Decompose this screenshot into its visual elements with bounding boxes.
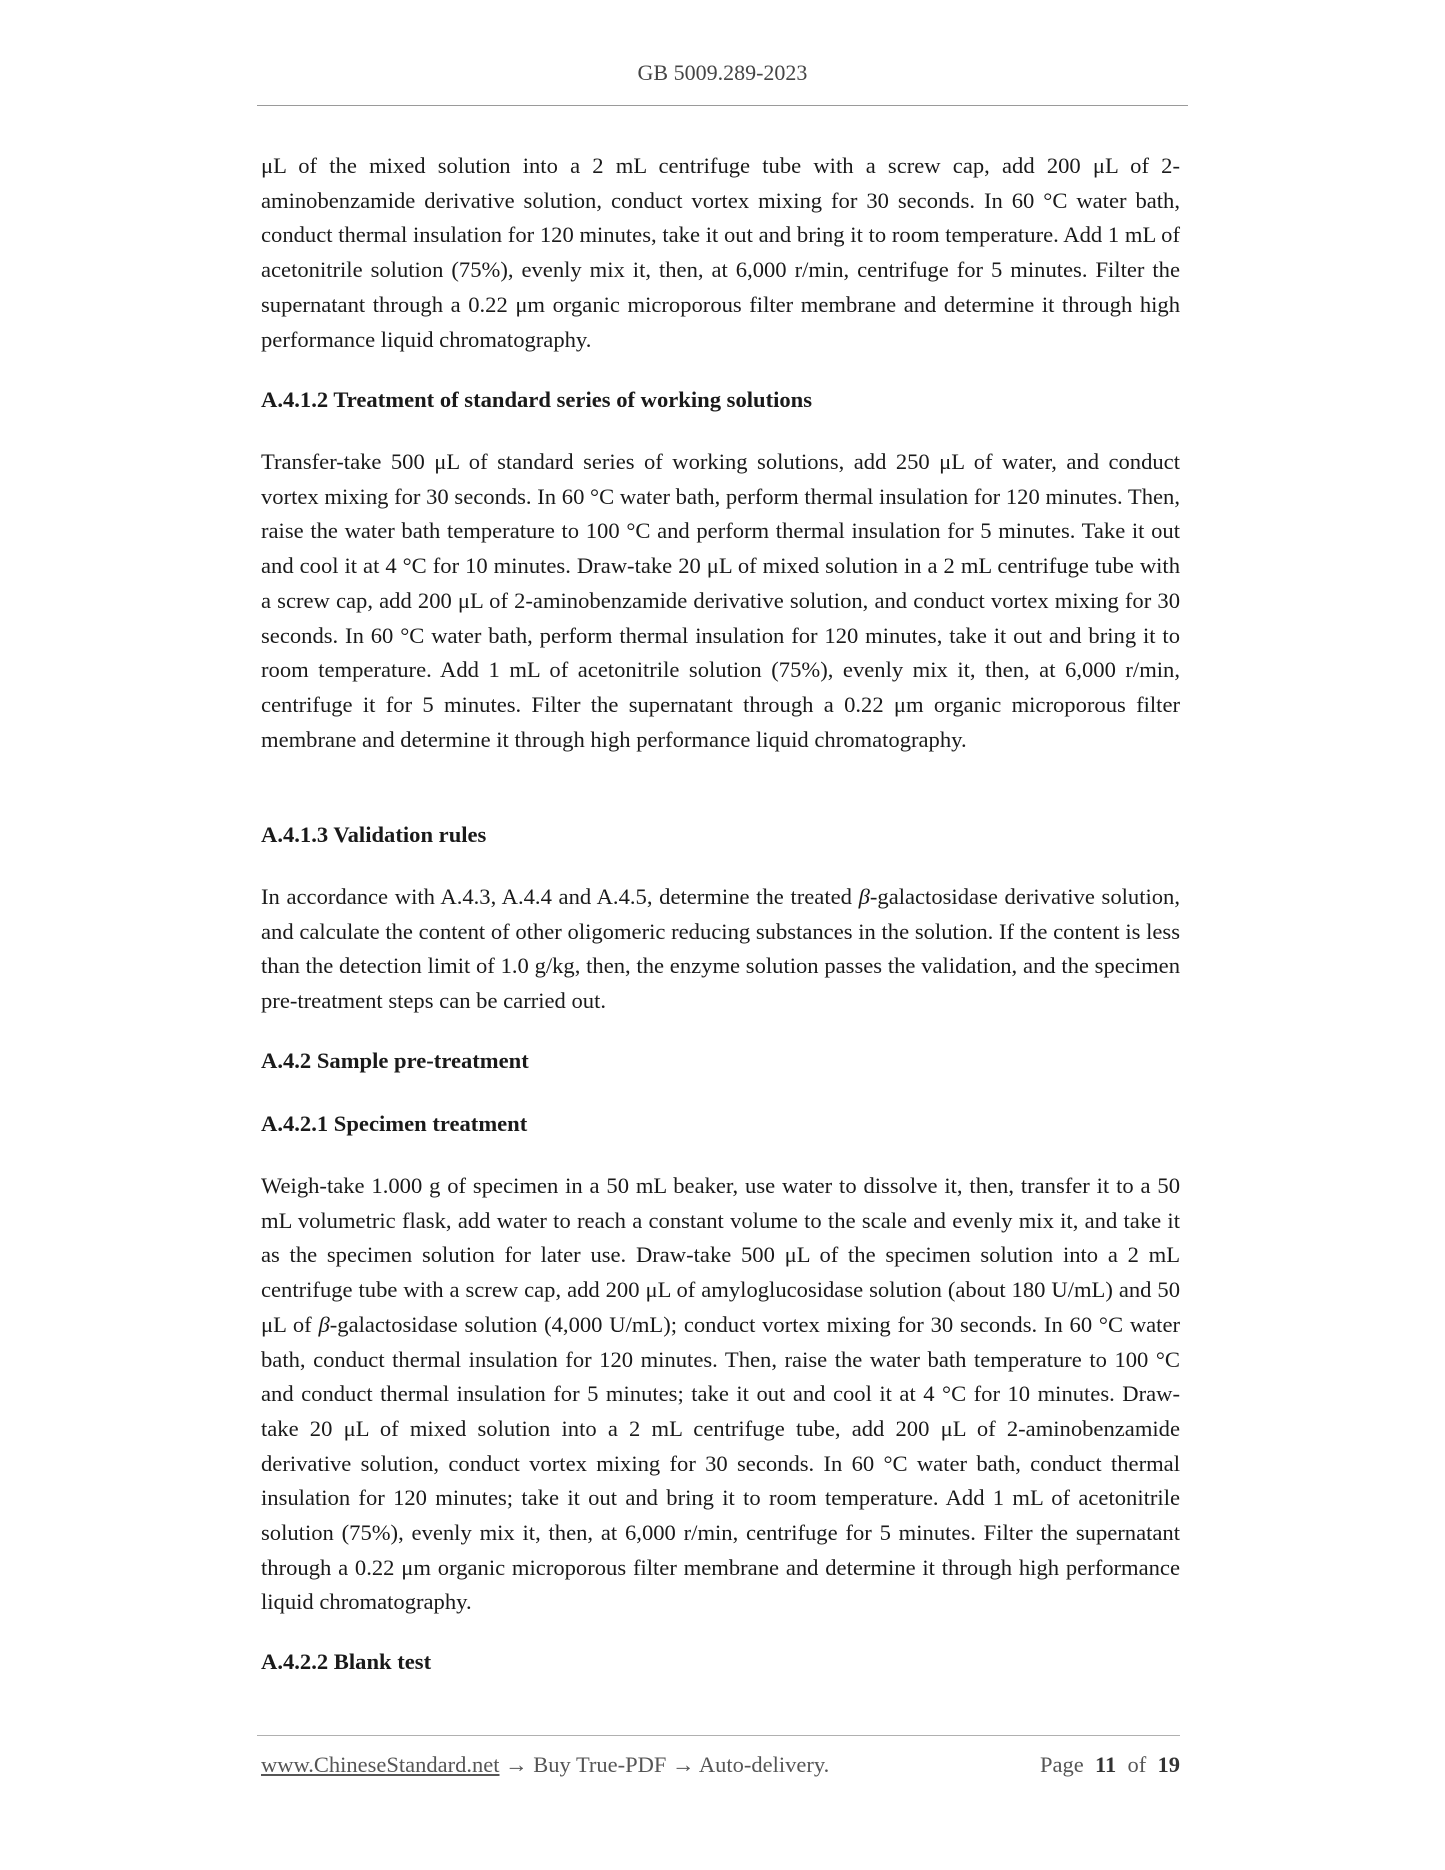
website-link[interactable]: www.ChineseStandard.net [261, 1752, 500, 1777]
footer-divider [257, 1735, 1180, 1736]
heading-a-4-2-1: A.4.2.1 Specimen treatment [261, 1111, 528, 1136]
beta-symbol: β [858, 884, 870, 909]
of-label: of [1127, 1752, 1147, 1777]
text: Weigh-take 1.000 g of specimen in a 50 mL beaker, use water to dissolve it, then, transfer it to a 50 mL volumetric flask, add water to reach a constant volume to the scale and evenly mix it, and take it as the specimen solution for later use. Draw-take 500 μL of the specimen solution into a 2 mL centrifuge tube with a screw cap, add 200 μL of amyloglucosidase solution (about 180 U/mL) and 50 μL of [261, 1173, 1180, 1337]
paragraph-specimen-treatment [261, 1169, 1180, 1620]
paragraph-validation-rules [261, 880, 1180, 1019]
header-divider [257, 105, 1188, 106]
heading-a-4-2-2: A.4.2.2 Blank test [261, 1649, 432, 1674]
text: In accordance with A.4.3, A.4.4 and A.4.5, determine the treated [261, 884, 859, 909]
heading-a-4-1-3: A.4.1.3 Validation rules [261, 822, 487, 847]
footer [261, 1752, 1180, 1778]
text: -galactosidase solution (4,000 U/mL); conduct vortex mixing for 30 seconds. In 60 °C water bath, conduct thermal insulation for 120 minutes. Then, raise the water bath temperature to 100 °C and conduct thermal insulation for 5 minutes; take it out and cool it at 4 °C for 10 minutes. Draw-take 20 μL of mixed solution into a 2 mL centrifuge tube, add 200 μL of 2-aminobenzamide derivative solution, conduct vortex mixing for 30 seconds. In 60 °C water bath, conduct thermal insulation for 120 minutes; take it out and bring it to room temperature. Add 1 mL of acetonitrile solution (75%), evenly mix it, then, at 6,000 r/min, centrifuge for 5 minutes. Filter the supernatant through a 0.22 μm organic microporous filter membrane and determine it through high performance liquid chromatography. [261, 1311, 1180, 1615]
page-label: Page [1039, 1752, 1084, 1777]
document-id-header: GB 5009.289-2023 [637, 60, 808, 85]
heading-a-4-2: A.4.2 Sample pre-treatment [261, 1048, 529, 1073]
page-number: 11 [1094, 1752, 1117, 1777]
total-pages: 19 [1157, 1752, 1180, 1777]
heading-a-4-1-2: A.4.1.2 Treatment of standard series of working solutions [261, 387, 813, 412]
page-indicator [1040, 1752, 1180, 1778]
paragraph-continuation: μL of the mixed solution into a 2 mL centrifuge tube with a screw cap, add 200 μL of 2-aminobenzamide derivative solution, conduct vortex mixing for 30 seconds. In 60 °C water bath, conduct thermal insulation for 120 minutes, take it out and bring it to room temperature. Add 1 mL of acetonitrile solution (75%), evenly mix it, then, at 6,000 r/min, centrifuge for 5 minutes. Filter the supernatant through a 0.22 μm organic microporous filter membrane and determine it through high performance liquid chromatography. [261, 153, 1180, 352]
footer-tagline: → Buy True-PDF → Auto-delivery. [499, 1752, 830, 1777]
footer-left [261, 1752, 829, 1778]
paragraph-standard-series: Transfer-take 500 μL of standard series of working solutions, add 250 μL of water, and conduct vortex mixing for 30 seconds. In 60 °C water bath, perform thermal insulation for 120 minutes. Then, raise the water bath temperature to 100 °C and perform thermal insulation for 5 minutes. Take it out and cool it at 4 °C for 10 minutes. Draw-take 20 μL of mixed solution in a 2 mL centrifuge tube with a screw cap, add 200 μL of 2-aminobenzamide derivative solution, and conduct vortex mixing for 30 seconds. In 60 °C water bath, perform thermal insulation for 120 minutes, take it out and bring it to room temperature. Add 1 mL of acetonitrile solution (75%), evenly mix it, then, at 6,000 r/min, centrifuge it for 5 minutes. Filter the supernatant through a 0.22 μm organic microporous filter membrane and determine it through high performance liquid chromatography. [261, 449, 1180, 752]
beta-symbol: β [318, 1311, 330, 1337]
text: -galactosidase derivative solution, and calculate the content of other oligomeric reducing substances in the solution. If the content is less than the detection limit of 1.0 g/kg, then, the enzyme solution passes the validation, and the specimen pre-treatment steps can be carried out. [261, 884, 1181, 1014]
